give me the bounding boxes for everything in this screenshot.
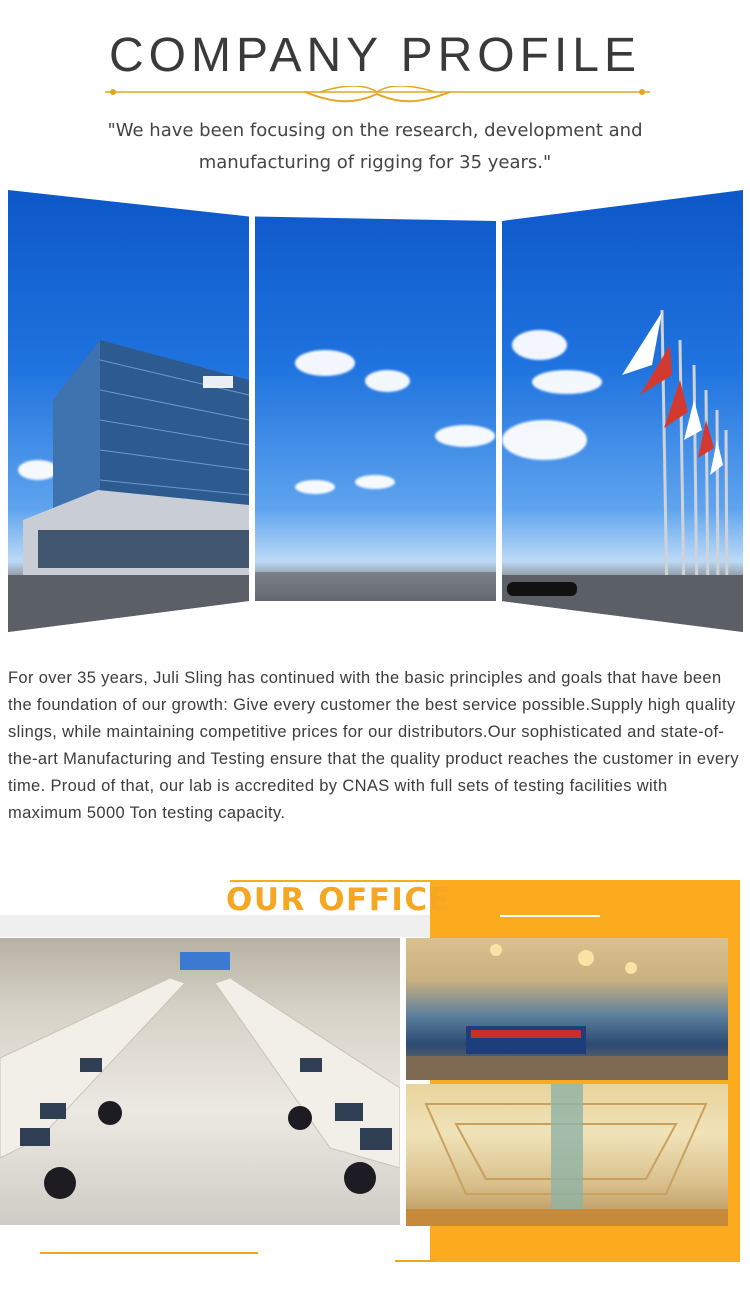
office-workspace-photo bbox=[0, 938, 400, 1225]
building-illustration bbox=[8, 190, 249, 632]
section-gray-band bbox=[0, 915, 430, 937]
hero-triptych bbox=[8, 190, 743, 632]
decor-white-line bbox=[500, 915, 600, 917]
decor-line-bottom bbox=[40, 1252, 258, 1254]
quote-line-2: manufacturing of rigging for 35 years." bbox=[198, 152, 552, 173]
lobby-illustration bbox=[406, 938, 728, 1080]
quote-line-1: "We have been focusing on the research, development and bbox=[107, 120, 643, 141]
lobby-photo bbox=[406, 938, 728, 1080]
atrium-photo bbox=[406, 1084, 728, 1226]
hero-panel-flags bbox=[502, 190, 743, 632]
atrium-illustration bbox=[406, 1084, 728, 1226]
title-ornament bbox=[105, 86, 650, 106]
about-paragraph: For over 35 years, Juli Sling has continued with the basic principles and goals that have been the foundation of our growth: Give every customer the best service possible.Supply high quality slings, while maintaining competitive prices for our distributors.Our sophisticated and state-of-the-art Manufacturing and Testing ensure that the quality product reaches the customer in every time. Proud of that, our lab is accredited by CNAS with full sets of testing facilities with maximum 5000 Ton testing capacity. bbox=[8, 669, 739, 822]
hero-panel-building bbox=[8, 190, 249, 632]
office-workspace-illustration bbox=[0, 938, 400, 1225]
office-section-title: OUR OFFICE bbox=[226, 882, 452, 918]
company-quote bbox=[80, 115, 670, 179]
page-title: COMPANY PROFILE bbox=[109, 29, 641, 82]
hero-panel-sky bbox=[255, 190, 496, 632]
decor-line-bottom-right bbox=[395, 1260, 435, 1262]
flags-illustration bbox=[502, 190, 743, 632]
